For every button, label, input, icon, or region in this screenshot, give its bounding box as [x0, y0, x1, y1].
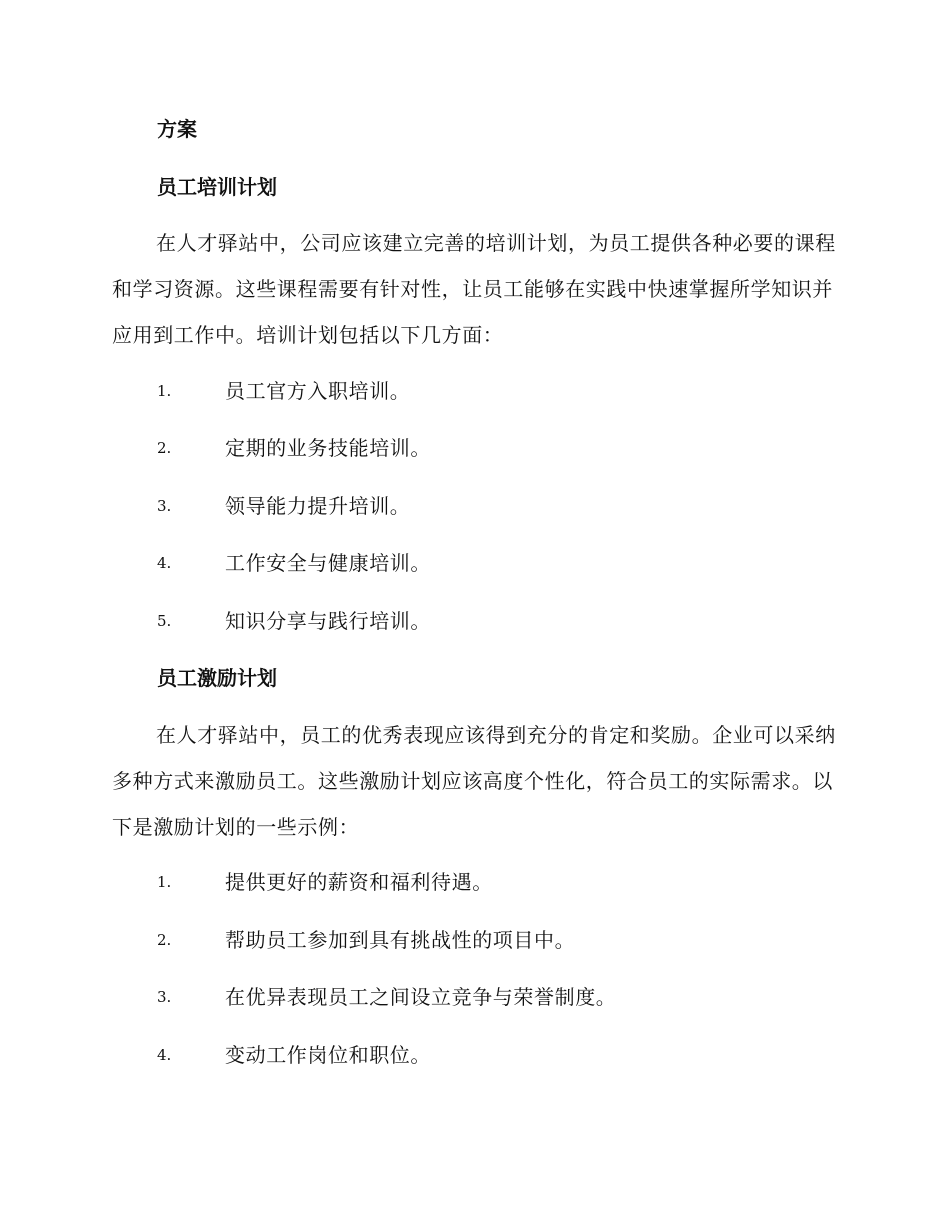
section-heading-training: 员工培训计划 — [157, 175, 277, 199]
list-number: 3. — [157, 988, 172, 1006]
list-number: 4. — [157, 554, 172, 572]
list-number: 2. — [157, 931, 172, 949]
list-item-text: 在优异表现员工之间设立竞争与荣誉制度。 — [225, 985, 617, 1009]
list-number: 3. — [157, 497, 172, 515]
list-item-text: 变动工作岗位和职位。 — [225, 1043, 431, 1067]
list-item-text: 工作安全与健康培训。 — [225, 551, 431, 575]
section-heading-incentive: 员工激励计划 — [157, 666, 277, 690]
list-number: 1. — [157, 873, 172, 891]
list-number: 1. — [157, 382, 172, 400]
document-title: 方案 — [157, 117, 197, 141]
section-paragraph-incentive: 在人才驿站中，员工的优秀表现应该得到充分的肯定和奖励。企业可以采纳多种方式来激励员工。这些激励计划应该高度个性化，符合员工的实际需求。以下是激励计划的一些示例： — [112, 723, 836, 839]
list-item-text: 提供更好的薪资和福利待遇。 — [225, 870, 493, 894]
list-number: 2. — [157, 439, 172, 457]
list-item-text: 定期的业务技能培训。 — [225, 436, 431, 460]
list-item-text: 帮助员工参加到具有挑战性的项目中。 — [225, 928, 576, 952]
list-item-text: 领导能力提升培训。 — [225, 494, 411, 518]
list-number: 4. — [157, 1046, 172, 1064]
list-number: 5. — [157, 612, 172, 630]
section-paragraph-training: 在人才驿站中，公司应该建立完善的培训计划，为员工提供各种必要的课程和学习资源。这些课程需要有针对性，让员工能够在实践中快速掌握所学知识并应用到工作中。培训计划包括以下几方面： — [112, 231, 836, 347]
list-item-text: 员工官方入职培训。 — [225, 379, 411, 403]
list-item-text: 知识分享与践行培训。 — [225, 609, 431, 633]
